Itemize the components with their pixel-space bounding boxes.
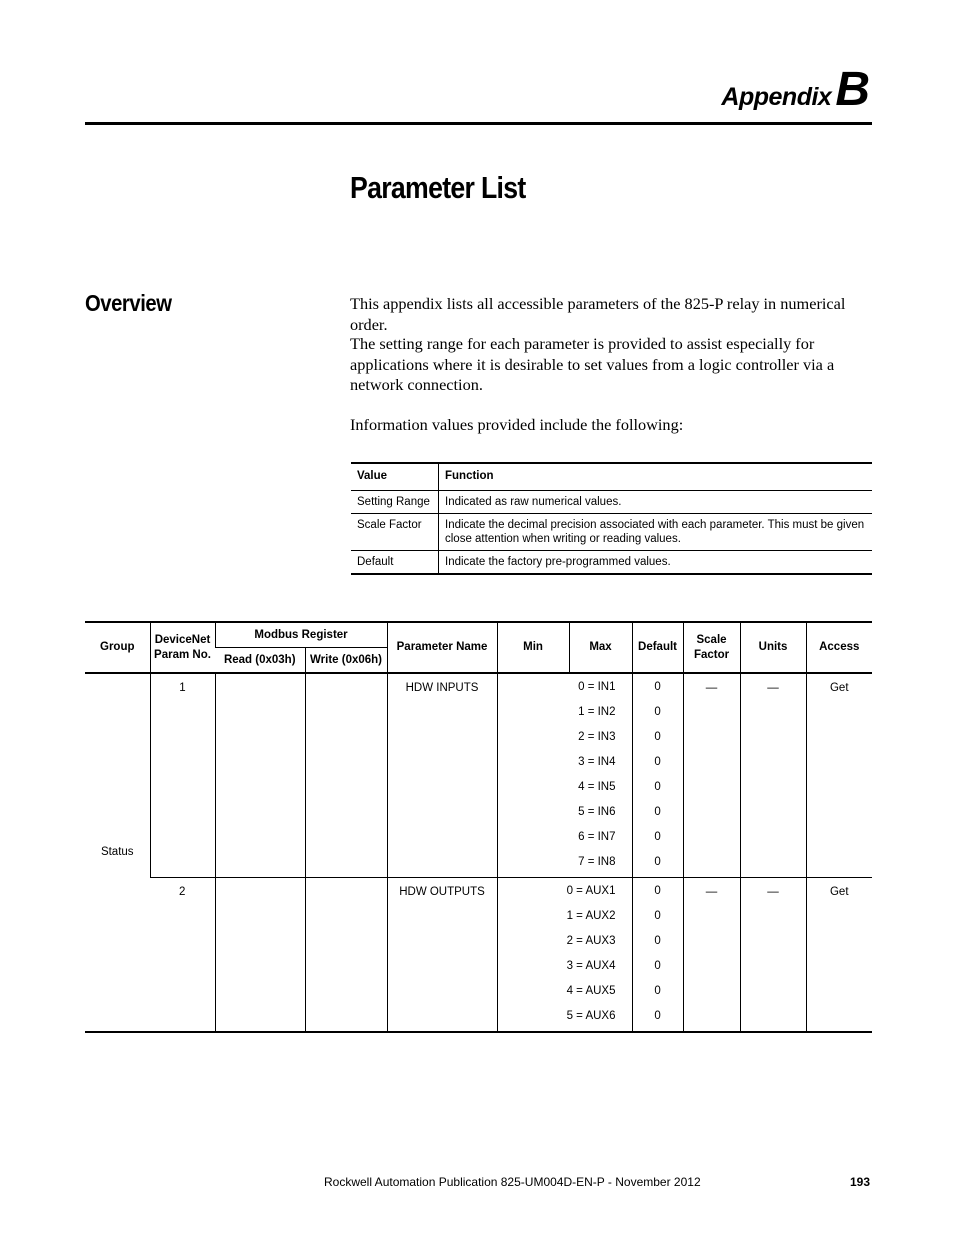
list-item: 0 = IN1 xyxy=(578,681,616,693)
list-item: 0 xyxy=(654,856,661,868)
units-cell: — xyxy=(740,673,806,878)
intro-paragraph: This appendix lists all accessible parameters of the 825-P relay in numerical order. xyxy=(350,294,846,334)
page-title: Parameter List xyxy=(350,170,526,205)
footer-publication: Rockwell Automation Publication 825-UM004D-EN-P - November 2012 xyxy=(324,1175,701,1189)
scale-factor-cell: — xyxy=(683,878,740,1033)
list-item: 0 xyxy=(654,781,661,793)
param-no-cell: 2 xyxy=(179,886,186,898)
info-values-paragraph: Information values provided include the following: xyxy=(350,415,684,434)
table-row xyxy=(351,551,872,575)
access-cell: Get xyxy=(806,673,872,878)
column-header-min: Min xyxy=(497,622,569,673)
list-item: 0 xyxy=(654,806,661,818)
read-register-cell xyxy=(215,673,305,878)
table-row xyxy=(85,878,872,1033)
column-header-max: Max xyxy=(569,622,632,673)
default-values-list xyxy=(636,881,680,1031)
column-header-group: Group xyxy=(100,641,135,653)
min-values-list xyxy=(501,881,616,1031)
list-item: 0 xyxy=(654,756,661,768)
column-header-devicenet: DeviceNet Param No. xyxy=(150,622,215,673)
column-header-function: Function xyxy=(445,470,494,482)
parameter-name-cell: HDW OUTPUTS xyxy=(387,878,497,1033)
list-item: 0 xyxy=(654,910,661,922)
default-cell xyxy=(632,878,683,1033)
function-cell: Indicate the decimal precision associated with each parameter. This must be given close attention when writing or reading values. xyxy=(445,519,865,545)
column-header-scale-factor: Scale Factor xyxy=(683,622,740,673)
param-no-cell: 1 xyxy=(150,673,215,878)
table-row xyxy=(85,673,872,878)
default-cell xyxy=(632,673,683,878)
list-item: 3 = AUX4 xyxy=(566,960,616,972)
list-item: 7 = IN8 xyxy=(578,856,616,868)
group-cell: Status xyxy=(100,846,134,858)
min-values-list xyxy=(501,677,616,877)
list-item: 0 xyxy=(654,831,661,843)
parameter-table xyxy=(85,621,872,1033)
min-max-cell xyxy=(497,878,632,1033)
list-item: 5 = IN6 xyxy=(578,806,616,818)
list-item: 0 xyxy=(654,706,661,718)
table-header-row xyxy=(85,622,872,648)
appendix-heading xyxy=(721,62,870,117)
list-item: 1 = IN2 xyxy=(578,706,616,718)
list-item: 0 xyxy=(654,731,661,743)
info-values-table xyxy=(351,462,872,575)
list-item: 0 xyxy=(654,960,661,972)
value-cell: Default xyxy=(351,551,439,575)
setting-range-paragraph: The setting range for each parameter is provided to assist especially for applications where it is desirable to set values from a logic controller via a network connection. xyxy=(350,334,835,394)
list-item: 3 = IN4 xyxy=(578,756,616,768)
column-header-read: Read (0x03h) xyxy=(223,653,296,666)
access-cell: Get xyxy=(806,878,872,1033)
list-item: 0 xyxy=(654,681,661,693)
appendix-letter: B xyxy=(835,63,870,116)
list-item: 5 = AUX6 xyxy=(566,1010,616,1022)
column-header-access: Access xyxy=(806,622,872,673)
column-header-parameter-name: Parameter Name xyxy=(387,622,497,673)
table-row xyxy=(351,514,872,551)
read-register-cell xyxy=(215,878,305,1033)
column-header-value: Value xyxy=(351,463,439,491)
value-cell: Setting Range xyxy=(351,491,439,514)
min-max-cell xyxy=(497,673,632,878)
list-item: 0 = AUX1 xyxy=(566,885,616,897)
column-header-modbus: Modbus Register xyxy=(215,622,387,648)
table-header-row xyxy=(351,463,872,491)
write-register-cell xyxy=(305,878,387,1033)
table-row xyxy=(351,491,872,514)
appendix-word: Appendix xyxy=(721,83,832,111)
list-item: 1 = AUX2 xyxy=(566,910,616,922)
column-header-units: Units xyxy=(740,622,806,673)
list-item: 6 = IN7 xyxy=(578,831,616,843)
list-item: 2 = AUX3 xyxy=(566,935,616,947)
function-cell: Indicated as raw numerical values. xyxy=(445,496,622,508)
list-item: 4 = IN5 xyxy=(578,781,616,793)
function-cell: Indicate the factory pre-programmed values. xyxy=(445,556,671,568)
units-cell: — xyxy=(740,878,806,1033)
column-header-write: Write (0x06h) xyxy=(305,648,387,674)
write-register-cell xyxy=(305,673,387,878)
default-values-list xyxy=(636,677,680,877)
value-cell: Scale Factor xyxy=(351,514,439,551)
column-header-default: Default xyxy=(632,622,683,673)
scale-factor-cell: — xyxy=(683,673,740,878)
top-rule xyxy=(85,122,872,125)
list-item: 0 xyxy=(654,1010,661,1022)
page-number: 193 xyxy=(849,1175,870,1189)
list-item: 0 xyxy=(654,935,661,947)
list-item: 2 = IN3 xyxy=(578,731,616,743)
parameter-name-cell: HDW INPUTS xyxy=(387,673,497,878)
list-item: 4 = AUX5 xyxy=(566,985,616,997)
list-item: 0 xyxy=(654,985,661,997)
section-heading: Overview xyxy=(85,290,172,316)
list-item: 0 xyxy=(654,885,661,897)
